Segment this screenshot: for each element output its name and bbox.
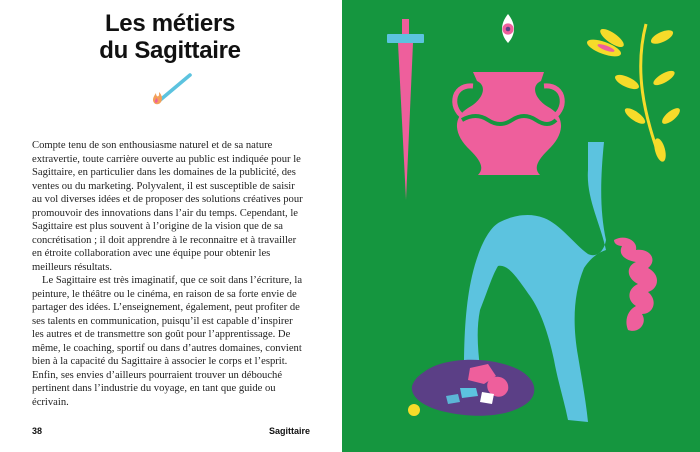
stone-icon bbox=[408, 360, 534, 416]
running-head: Sagittaire bbox=[268, 426, 310, 436]
eye-icon bbox=[502, 14, 514, 43]
amphora-icon bbox=[455, 72, 562, 175]
dagger-icon bbox=[387, 19, 424, 200]
left-page bbox=[0, 0, 342, 452]
title-line-1: Les métiers bbox=[104, 10, 236, 37]
paragraph-1: Compte tenu de son enthousiasme naturel et de sa nature extravertie, toute carrière ouverte au public est indiquée pour le Sagittaire, en particulier dans les domaines de la publicité, des ventes ou du marketing. Polyvalent, il est susceptible de saisir au vol diverses idées et de proposer des solutions créatives pour promouvoir des innovations dans l’air du temps. Cependant, le Sagittaire est plus souvent à l’origine de la vision que de sa concrétisation ; il doit apprendre à le reconnaitre et à travailler en étroite collaboration avec une équipe pour obtenir les meilleurs résultats. bbox=[32, 140, 303, 273]
illustration bbox=[342, 0, 700, 452]
match-icon bbox=[150, 70, 194, 108]
page-title bbox=[40, 10, 300, 64]
page-number: 38 bbox=[32, 426, 43, 436]
illustration-page bbox=[342, 0, 700, 452]
body-text bbox=[32, 139, 307, 409]
paragraph-2: Le Sagittaire est très imaginatif, que ce soit dans l’écriture, la peinture, le théâtre ou le cinéma, en raison de sa forte envie de partager des idées. L’enseignement, également, peut profiter de ses talents en communication, puisqu’il est capable d’inspirer les autres et de transmettre son goût pour l’apprentissage. De même, le coaching, sportif ou dans d’autres domaines, convient bien à la capacité du Sagittaire à associer le corps et l’esprit. Enfin, ses envies d’ailleurs pourraient trouver un débouché pertinent dans l’industrie du voyage, en tant que guide ou écrivain. bbox=[32, 275, 303, 408]
title-line-2: du Sagittaire bbox=[99, 37, 241, 64]
